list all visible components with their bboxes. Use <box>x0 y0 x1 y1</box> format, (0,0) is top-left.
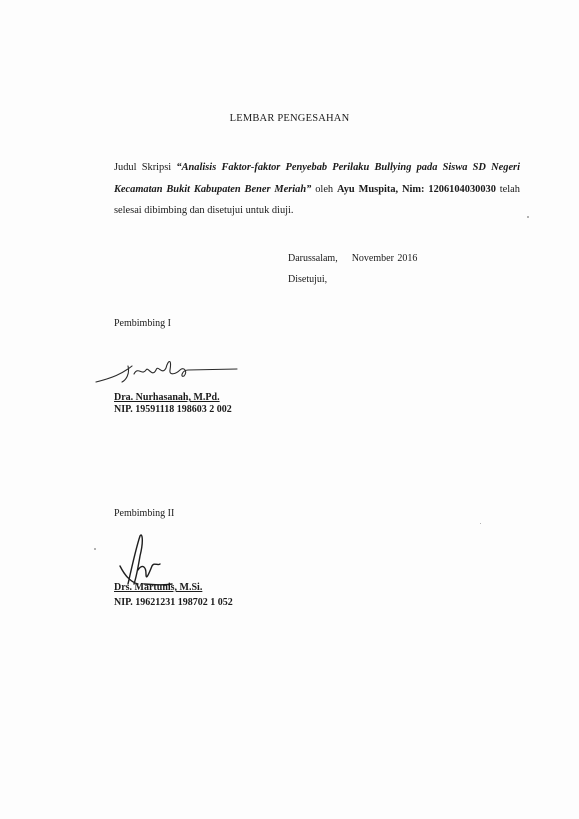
supervisor-1-signature <box>92 352 242 392</box>
approved-label: Disetujui, <box>288 274 328 285</box>
scan-speck <box>480 523 481 524</box>
place-and-date: Darussalam, November 2016 <box>288 253 418 264</box>
document-title: LEMBAR PENGESAHAN <box>229 113 350 124</box>
approval-statement <box>114 157 520 222</box>
statement-intro: Judul Skripsi <box>114 162 177 173</box>
statement-by: oleh <box>311 183 337 195</box>
statement-ending: telah selesai dibimbing dan disetujui untuk diuji. <box>114 183 520 216</box>
supervisor-2-name: Drs. Martunis, M.Si. <box>114 582 203 593</box>
thesis-title: “Analisis Faktor-faktor Penyebab Perilaku Bullying pada Siswa SD Negeri Kecamatan Bukit Kabupaten Bener Meriah” <box>114 162 520 195</box>
scan-speck <box>94 548 96 550</box>
author-and-nim: Ayu Muspita, Nim: 1206104030030 <box>337 183 496 195</box>
scan-speck <box>527 216 529 218</box>
supervisor-2-nip: NIP. 19621231 198702 1 052 <box>114 597 233 608</box>
supervisor-1-nip: NIP. 19591118 198603 2 002 <box>114 404 232 415</box>
supervisor-1-label: Pembimbing I <box>114 318 171 329</box>
supervisor-1-name: Dra. Nurhasanah, M.Pd. <box>114 392 220 403</box>
supervisor-2-label: Pembimbing II <box>114 508 175 519</box>
